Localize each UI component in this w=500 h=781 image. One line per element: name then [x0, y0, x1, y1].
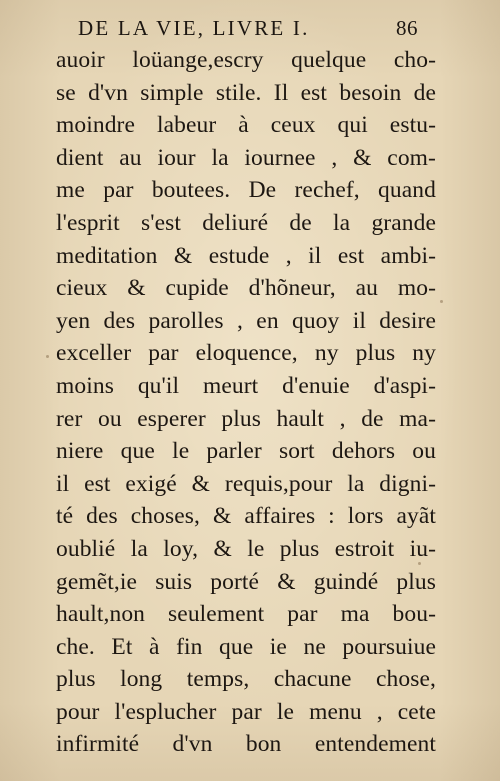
body-text: [56, 44, 436, 761]
text-line: auoir loüange,escry quelque cho-: [56, 47, 436, 73]
page-number: 86: [396, 16, 418, 40]
text-line: moindre labeur à ceux qui estu-: [56, 112, 436, 139]
text-line: té des choses, & affaires : lors ayãt: [56, 503, 436, 530]
text-line: yen des parolles , en quoy il desire: [56, 307, 436, 334]
text-line: dient au iour la iournee , & com-: [56, 144, 436, 171]
paper-speck: [418, 562, 421, 565]
text-line: plus long temps, chacune chose,: [56, 666, 436, 693]
paper-speck: [46, 355, 49, 358]
text-line: exceller par eloquence, ny plus ny: [56, 340, 436, 367]
text-line: l'esprit s'est deliuré de la grande: [56, 209, 436, 236]
text-line: gemẽt,ie suis porté & guindé plus: [56, 568, 436, 595]
text-line: il est exigé & requis,pour la digni-: [56, 470, 436, 497]
text-line: cieux & cupide d'hõneur, au mo-: [56, 275, 436, 302]
text-line: rer ou esperer plus hault , de ma-: [56, 405, 436, 432]
text-line: infirmité d'vn bon entendement: [56, 731, 436, 758]
running-head: DE LA VIE, LIVRE I.: [78, 16, 310, 40]
paper-speck: [440, 300, 443, 303]
text-line: me par boutees. De rechef, quand: [56, 177, 436, 204]
text-line: moins qu'il meurt d'enuie d'aspi-: [56, 372, 436, 399]
text-line: meditation & estude , il est ambi-: [56, 242, 436, 269]
text-line: niere que le parler sort dehors ou: [56, 438, 436, 465]
text-line: pour l'esplucher par le menu , cete: [56, 698, 436, 725]
text-line: se d'vn simple stile. Il est besoin de: [56, 79, 436, 106]
text-line: che. Et à fin que ie ne poursuiue: [56, 633, 436, 660]
text-line: oublié la loy, & le plus estroit iu-: [56, 535, 436, 562]
text-line: hault,non seulement par ma bou-: [56, 601, 436, 628]
